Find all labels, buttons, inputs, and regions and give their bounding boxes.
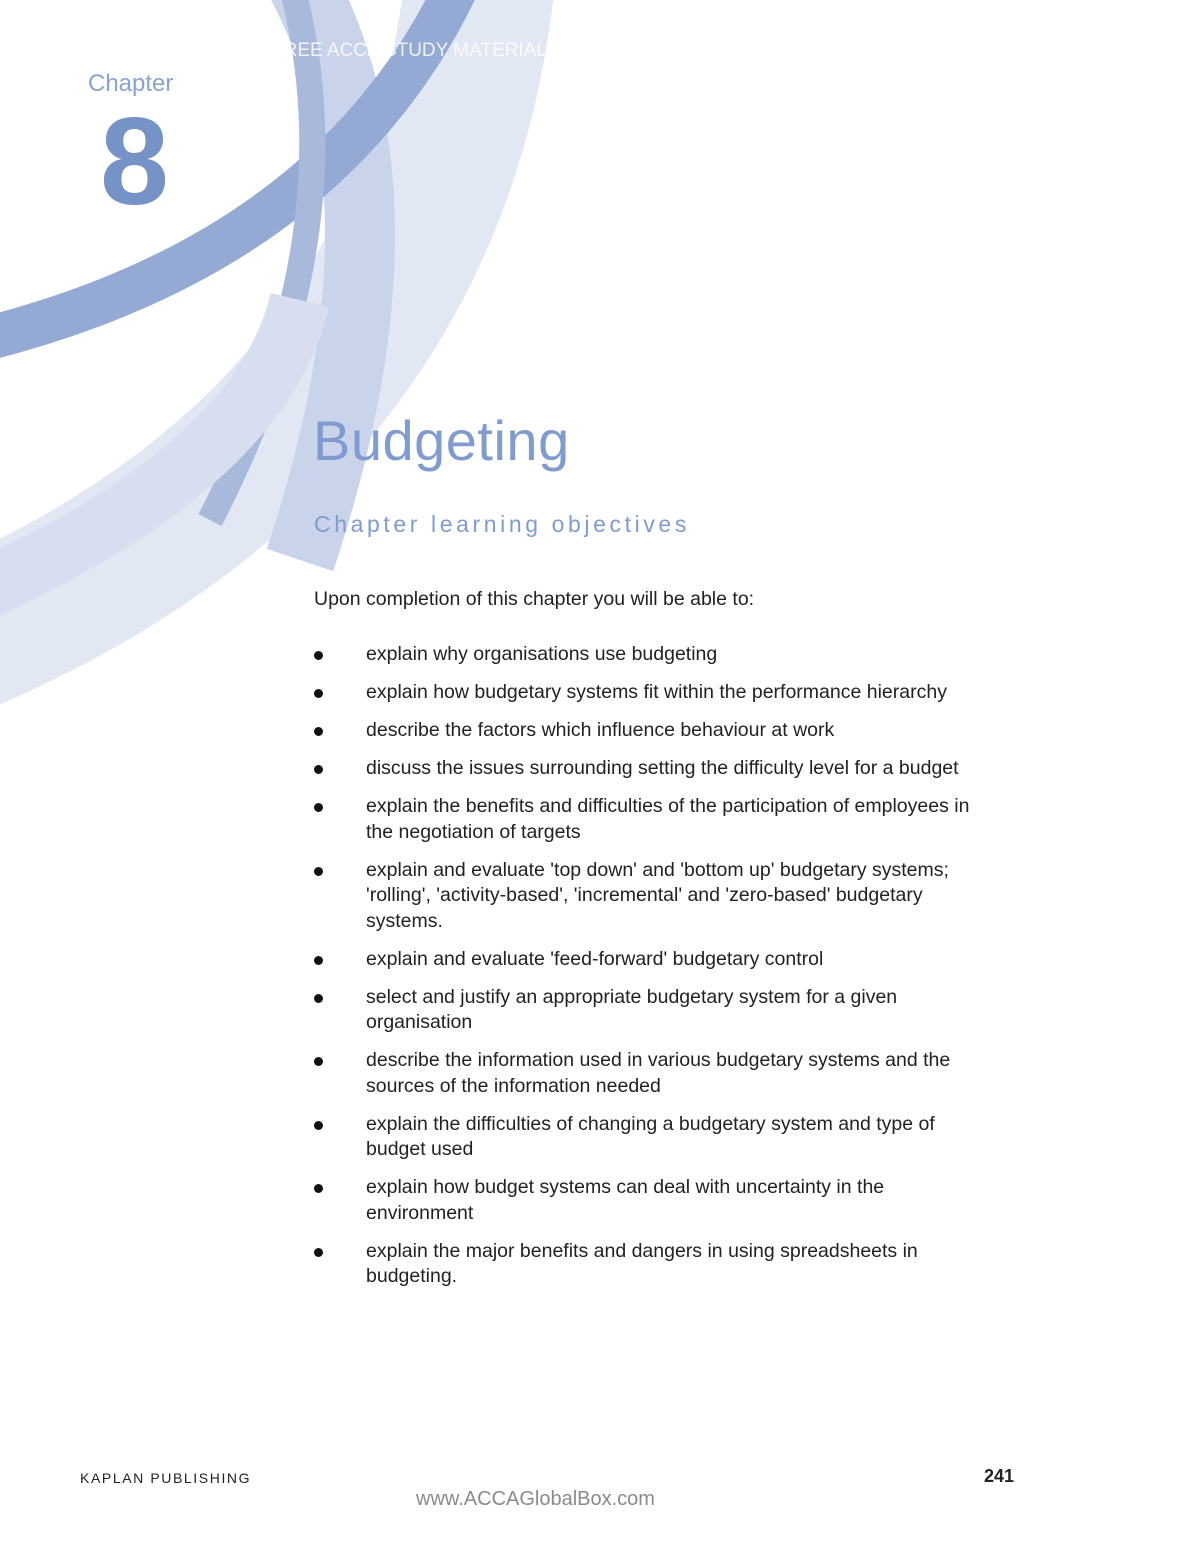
objective-text: discuss the issues surrounding setting the difficulty level for a budget <box>366 757 959 779</box>
objective-text: explain the benefits and difficulties of the participation of employees in the negotiation of targets <box>366 795 970 843</box>
publisher-footer: KAPLAN PUBLISHING <box>80 1470 252 1486</box>
page-title: Budgeting <box>313 409 570 472</box>
objective-item <box>314 794 974 845</box>
objective-text: describe the information used in various budgetary systems and the sources of the information needed <box>366 1049 951 1097</box>
chapter-number: 8 <box>100 93 169 231</box>
section-subtitle: Chapter learning objectives <box>314 511 690 537</box>
bullet-icon <box>314 994 323 1003</box>
objective-item <box>314 1239 974 1290</box>
swoosh-band-medium <box>300 0 360 560</box>
objective-text: explain the difficulties of changing a budgetary system and type of budget used <box>366 1112 935 1160</box>
objective-text: explain and evaluate 'feed-forward' budgetary control <box>366 947 824 970</box>
objective-item <box>314 1112 974 1163</box>
objective-item <box>314 718 974 744</box>
objectives-list <box>314 642 974 1302</box>
objective-text: explain why organisations use budgeting <box>366 643 718 665</box>
bullet-icon <box>314 803 323 812</box>
objective-item <box>314 756 974 782</box>
intro-text: Upon completion of this chapter you will be able to: <box>314 588 755 610</box>
bullet-icon <box>314 1121 323 1130</box>
objective-item <box>314 1048 974 1099</box>
swoosh-band-pale <box>0 0 480 640</box>
swoosh-arc-thin <box>210 0 312 520</box>
bullet-icon <box>314 765 323 774</box>
objective-text: explain how budgetary systems fit within the performance hierarchy <box>366 681 947 703</box>
bullet-icon <box>314 1248 323 1257</box>
objective-item <box>314 642 974 668</box>
bullet-icon <box>314 1184 323 1193</box>
objective-text: describe the factors which influence behaviour at work <box>366 719 835 741</box>
objective-text: explain and evaluate 'top down' and 'bottom up' budgetary systems; 'rolling', 'activity-based', 'incremental' and 'zero-based' budgetary systems. <box>366 858 949 932</box>
objective-item <box>314 985 974 1036</box>
objective-text: explain how budget systems can deal with uncertainty in the environment <box>366 1176 885 1224</box>
objective-item <box>314 680 974 706</box>
objective-text: select and justify an appropriate budgetary system for a given organisation <box>366 985 898 1033</box>
bullet-icon <box>314 867 323 876</box>
objective-item <box>314 947 974 973</box>
bullet-icon <box>314 651 323 660</box>
bullet-icon <box>314 689 323 698</box>
page-number: 241 <box>984 1466 1015 1486</box>
swoosh-band-lower <box>0 300 300 600</box>
objective-text: explain the major benefits and dangers in using spreadsheets in budgeting. <box>366 1239 918 1287</box>
objective-item <box>314 858 974 935</box>
footer-url-watermark: www.ACCAGlobalBox.com <box>416 1488 655 1510</box>
chapter-label: Chapter <box>88 70 174 97</box>
objective-item <box>314 1175 974 1226</box>
watermark-top-text: FREE ACCA STUDY MATERIAL <box>272 40 547 61</box>
bullet-icon <box>314 727 323 736</box>
bullet-icon <box>314 1057 323 1066</box>
bullet-icon <box>314 956 323 965</box>
